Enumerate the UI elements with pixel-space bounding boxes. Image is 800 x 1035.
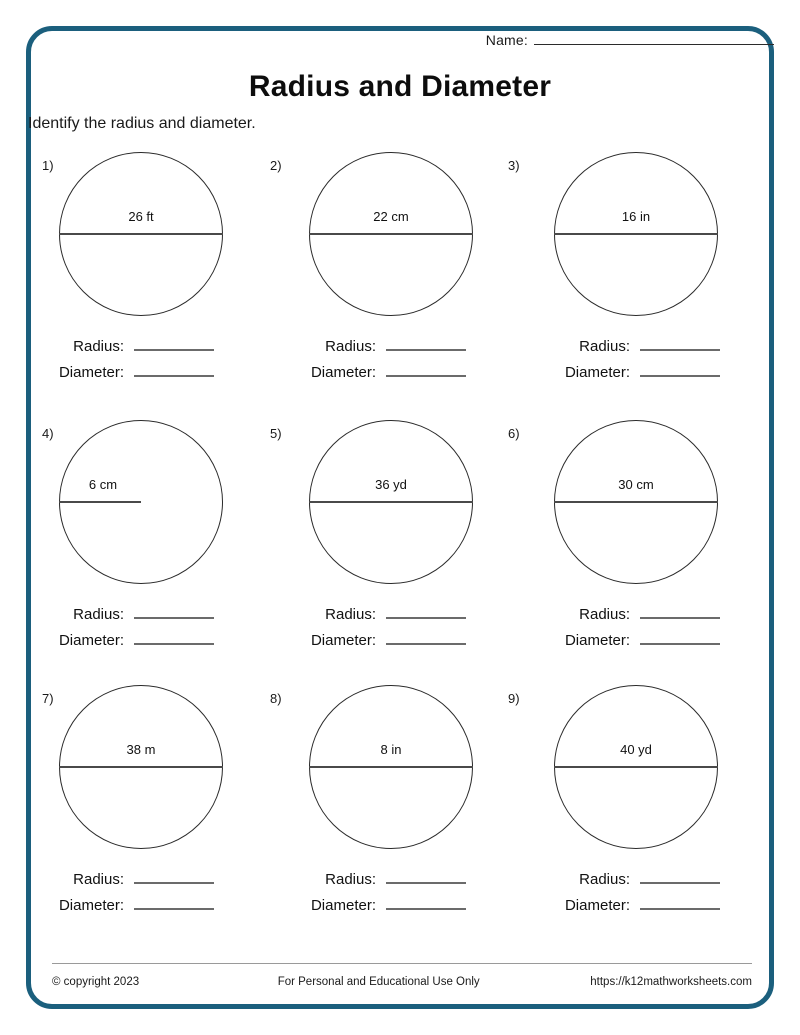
diameter-line	[309, 766, 473, 768]
diameter-label: Diameter:	[58, 632, 124, 649]
footer-separator	[52, 963, 752, 964]
measure-label: 30 cm	[618, 477, 654, 492]
answer-block	[284, 871, 499, 923]
page-title: Radius and Diameter	[248, 70, 552, 103]
diameter-line	[554, 766, 718, 768]
problem-cell-9	[494, 685, 734, 943]
footer	[52, 976, 752, 988]
circle-figure	[554, 685, 718, 849]
problem-cell-8	[254, 685, 494, 943]
diameter-label: Diameter:	[58, 364, 124, 381]
answer-block	[538, 338, 753, 390]
problems-grid	[14, 152, 734, 943]
problem-cell-2	[254, 152, 494, 420]
circle-figure	[309, 152, 473, 316]
diameter-answer-row	[32, 897, 247, 914]
radius-answer-line[interactable]	[640, 607, 720, 619]
diameter-answer-row	[284, 632, 499, 649]
radius-label: Radius:	[325, 606, 376, 623]
diameter-answer-row	[32, 632, 247, 649]
circle-figure	[554, 152, 718, 316]
measure-label: 38 m	[126, 742, 156, 757]
diameter-answer-row	[538, 897, 753, 914]
answer-block	[32, 606, 247, 658]
name-field-row	[0, 32, 800, 48]
radius-answer-line[interactable]	[640, 339, 720, 351]
measure-label: 26 ft	[128, 209, 154, 224]
diameter-answer-row	[284, 364, 499, 381]
answer-block	[284, 606, 499, 658]
diameter-answer-line[interactable]	[134, 898, 214, 910]
problem-number: 6)	[508, 426, 520, 441]
radius-answer-row	[538, 606, 753, 623]
radius-label: Radius:	[579, 338, 630, 355]
problem-number: 4)	[42, 426, 54, 441]
answer-block	[32, 338, 247, 390]
problem-cell-5	[254, 420, 494, 685]
diameter-label: Diameter:	[58, 897, 124, 914]
diameter-label: Diameter:	[310, 364, 376, 381]
problem-cell-4	[14, 420, 254, 685]
answer-block	[284, 338, 499, 390]
problem-number: 1)	[42, 158, 54, 173]
diameter-label: Diameter:	[310, 897, 376, 914]
diameter-line	[59, 766, 223, 768]
circle-figure	[554, 420, 718, 584]
radius-label: Radius:	[325, 871, 376, 888]
radius-answer-row	[284, 606, 499, 623]
circle-figure	[59, 152, 223, 316]
problem-number: 7)	[42, 691, 54, 706]
radius-label: Radius:	[579, 606, 630, 623]
radius-answer-line[interactable]	[134, 872, 214, 884]
diameter-label: Diameter:	[564, 632, 630, 649]
diameter-answer-row	[32, 364, 247, 381]
radius-label: Radius:	[579, 871, 630, 888]
diameter-line	[554, 233, 718, 235]
measure-label: 16 in	[621, 209, 651, 224]
radius-label: Radius:	[73, 606, 124, 623]
problem-row	[14, 420, 734, 685]
problem-number: 8)	[270, 691, 282, 706]
radius-answer-line[interactable]	[134, 339, 214, 351]
diameter-line	[309, 233, 473, 235]
footer-usage-notice: For Personal and Educational Use Only	[277, 976, 480, 988]
radius-label: Radius:	[73, 338, 124, 355]
diameter-answer-line[interactable]	[386, 633, 466, 645]
problem-row	[14, 152, 734, 420]
problem-cell-7	[14, 685, 254, 943]
diameter-answer-line[interactable]	[640, 365, 720, 377]
radius-answer-row	[538, 338, 753, 355]
radius-answer-row	[538, 871, 753, 888]
diameter-label: Diameter:	[310, 632, 376, 649]
diameter-label: Diameter:	[564, 897, 630, 914]
problem-number: 9)	[508, 691, 520, 706]
footer-copyright: © copyright 2023	[52, 976, 140, 988]
problem-cell-1	[14, 152, 254, 420]
answer-block	[538, 871, 753, 923]
radius-answer-row	[284, 871, 499, 888]
radius-answer-row	[284, 338, 499, 355]
diameter-line	[59, 233, 223, 235]
measure-label: 40 yd	[620, 742, 652, 757]
name-input-line[interactable]	[534, 32, 774, 45]
diameter-answer-line[interactable]	[134, 365, 214, 377]
diameter-line	[309, 501, 473, 503]
radius-answer-row	[32, 606, 247, 623]
radius-answer-line[interactable]	[640, 872, 720, 884]
radius-label: Radius:	[73, 871, 124, 888]
measure-label: 36 yd	[375, 477, 407, 492]
footer-website-link[interactable]: https://k12mathworksheets.com	[590, 976, 752, 988]
radius-answer-line[interactable]	[386, 607, 466, 619]
measure-label: 22 cm	[373, 209, 409, 224]
measure-label: 8 in	[380, 742, 402, 757]
diameter-label: Diameter:	[564, 364, 630, 381]
problem-number: 5)	[270, 426, 282, 441]
diameter-line	[554, 501, 718, 503]
radius-answer-row	[32, 338, 247, 355]
diameter-answer-row	[538, 364, 753, 381]
diameter-answer-line[interactable]	[640, 633, 720, 645]
radius-answer-row	[32, 871, 247, 888]
radius-answer-line[interactable]	[134, 607, 214, 619]
problem-cell-3	[494, 152, 734, 420]
radius-line	[59, 501, 141, 503]
circle-figure	[59, 420, 223, 584]
diameter-answer-line[interactable]	[134, 633, 214, 645]
name-label: Name:	[485, 32, 528, 48]
measure-label: 6 cm	[88, 477, 118, 492]
diameter-answer-line[interactable]	[386, 898, 466, 910]
problem-row	[14, 685, 734, 943]
problem-number: 2)	[270, 158, 282, 173]
circle-figure	[309, 685, 473, 849]
diameter-answer-row	[538, 632, 753, 649]
radius-answer-line[interactable]	[386, 872, 466, 884]
circle-figure	[309, 420, 473, 584]
circle-figure	[59, 685, 223, 849]
answer-block	[538, 606, 753, 658]
radius-answer-line[interactable]	[386, 339, 466, 351]
problem-number: 3)	[508, 158, 520, 173]
answer-block	[32, 871, 247, 923]
diameter-answer-row	[284, 897, 499, 914]
instruction-text: Identify the radius and diameter.	[28, 115, 256, 132]
radius-label: Radius:	[325, 338, 376, 355]
diameter-answer-line[interactable]	[640, 898, 720, 910]
problem-cell-6	[494, 420, 734, 685]
diameter-answer-line[interactable]	[386, 365, 466, 377]
